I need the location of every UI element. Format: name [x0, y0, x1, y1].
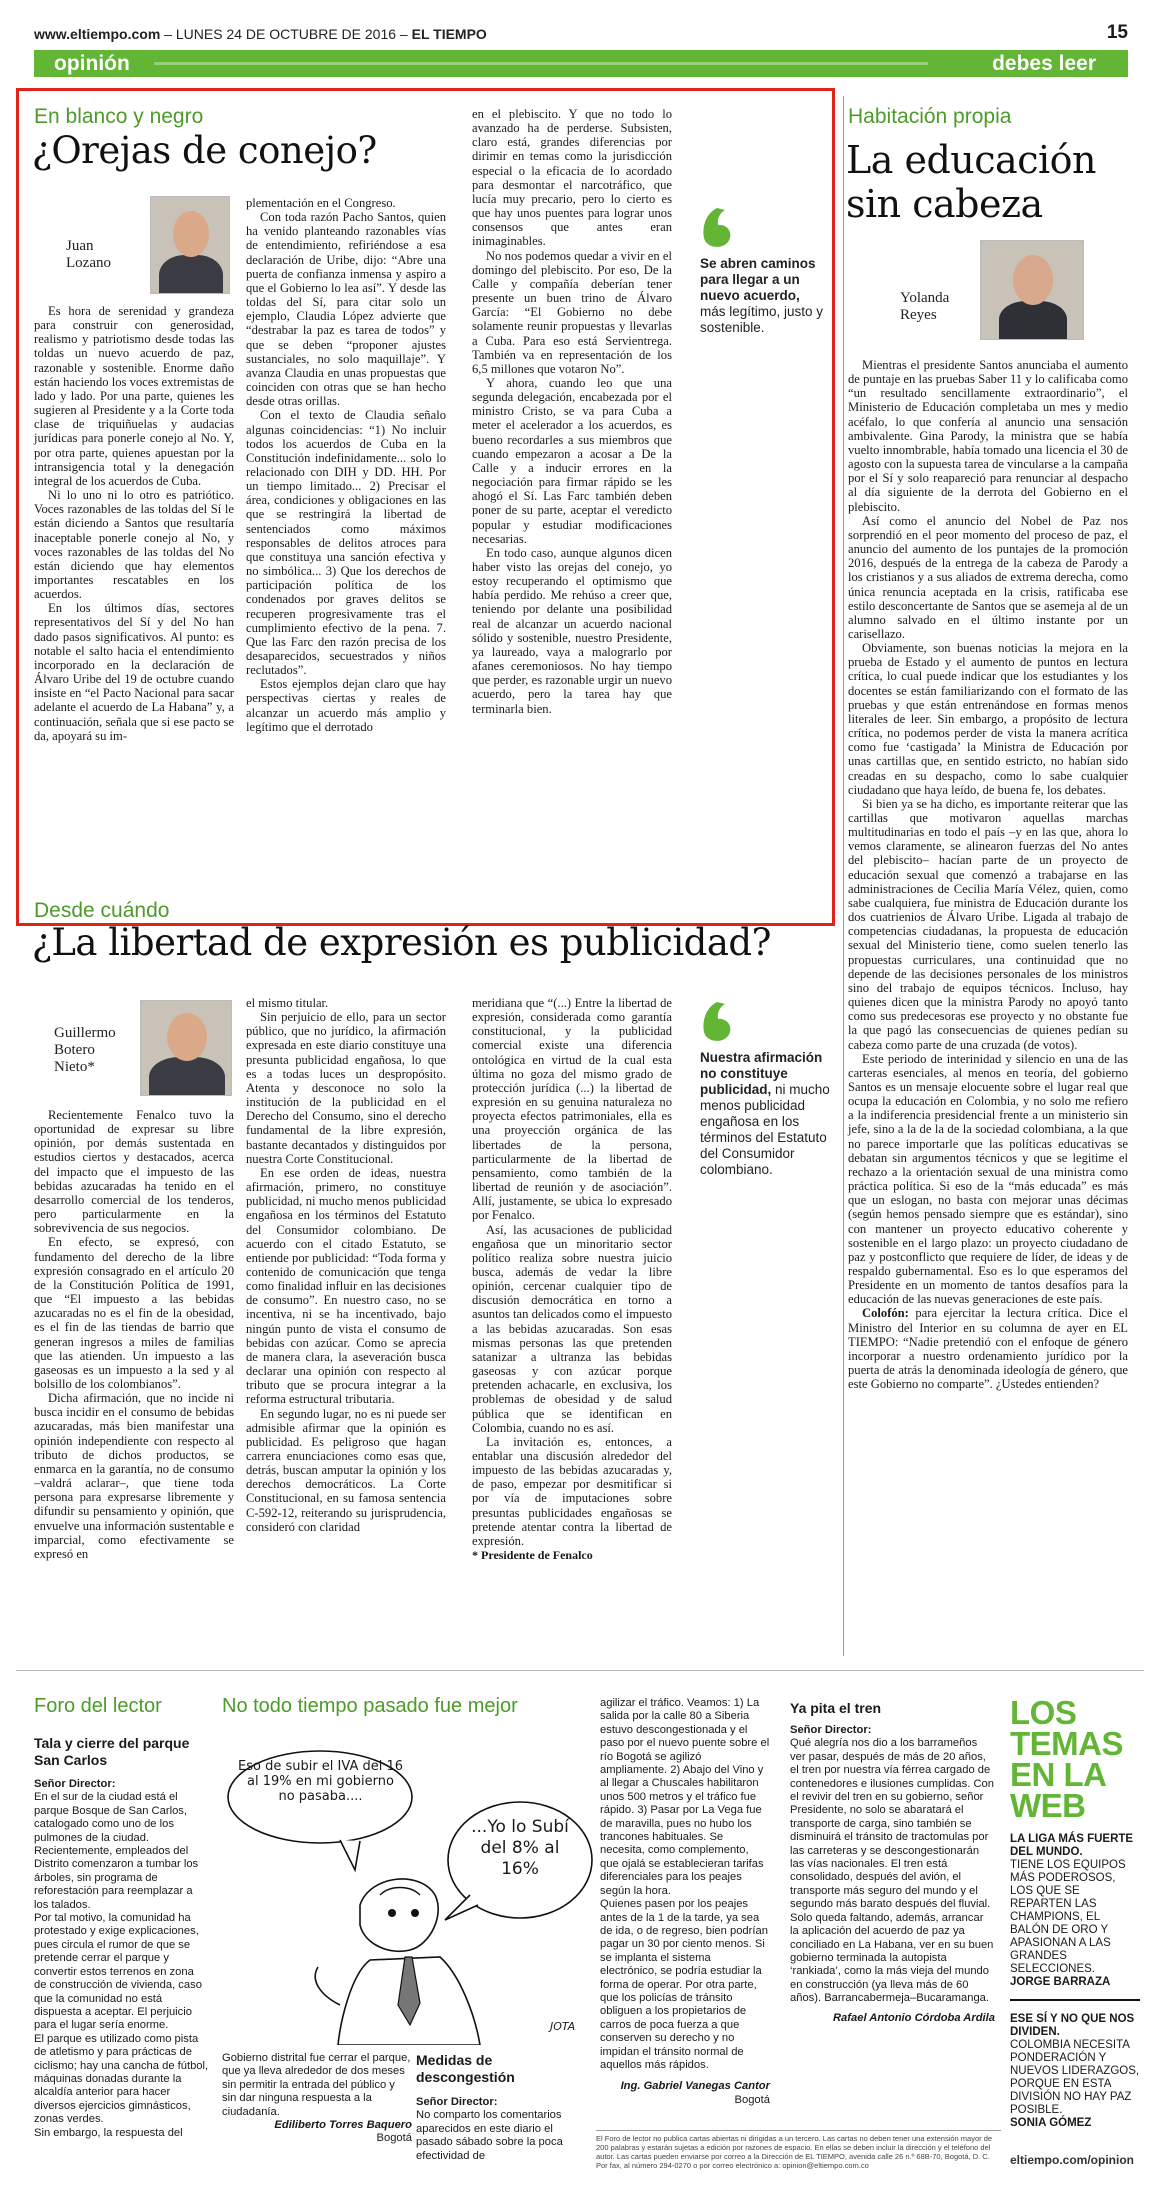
section-label-debes-leer: debes leer	[992, 52, 1096, 75]
paragraph	[848, 1306, 1128, 1391]
letter1-continuation	[222, 2052, 412, 2146]
cartoon-signature: JOTA	[550, 2020, 576, 2033]
article1-author-photo	[150, 196, 230, 294]
letter3-body	[790, 1724, 995, 2025]
paragraph: Con toda razón Pacho Santos, quien ha venido planteando razonables vías de entendimiento, refiriéndose a esa declaración de Uribe, dijo: “Abre una puerta de confianza inmensa y aspiro a que el Gobierno lo lea así”. Y desde las toldas del Sí, para citar solo un ejemplo, Claudia López advierte que “destrabar la paz es tarea de todos” y que se deben “proponer ajustes sustanciales, no solo maquillaje”. Y avanza Claudia en unas propuestas que coinciden con otras que se han hecho desde otras orillas.	[246, 210, 446, 409]
paragraph: el mismo titular.	[246, 996, 329, 1010]
header-paper: EL TIEMPO	[411, 26, 487, 42]
cartoon-bubble-left: Eso de subir el IVA del 16 al 19% en mi gobierno no pasaba....	[238, 1759, 404, 1804]
temas-divider	[1010, 1999, 1140, 2001]
temas-item-2[interactable]: ESE SÍ Y NO QUE NOS DIVIDEN. COLOMBIA NECESITA PONDERACIÓN Y NUEVOS LIDERAZGOS, PORQUE EN ESTA DIVISIÓN NO HAY PAZ POSIBLE. SONIA GÓMEZ	[1010, 2013, 1140, 2129]
letter2-signature: Ing. Gabriel Vanegas Cantor	[620, 2080, 770, 2093]
paragraph: meridiana que “(...) Entre la libertad de expresión, considerada como garantía constitucional, y la publicidad comercial existe una diferencia ontológica en virtud de la cual esta última no goza del mismo grado de protección jurídica (...) la libertad de expresión en su genuina naturaleza no proyecta efectos patrimoniales, ella es una proyección orgánica de las libertades de la persona, particularmente de la libertad de pensamiento, como también de la libertad de reunión y de asociación”. Allí, justamente, se ubica lo expresado por Fenalco.	[472, 996, 672, 1223]
pullquote-rest: más legítimo, justo y sostenible.	[700, 304, 824, 335]
header-date: – LUNES 24 DE OCTUBRE DE 2016 –	[160, 26, 412, 42]
header-dateline	[34, 26, 487, 42]
article3-col1	[34, 1108, 234, 1561]
letter3-title: Ya pita el tren	[790, 1700, 882, 1716]
temas-item-1[interactable]: LA LIGA MÁS FUERTE DEL MUNDO. TIENE LOS EQUIPOS MÁS PODEROSOS, LOS QUE SE REPARTEN LAS CHAMPIONS, EL BALÓN DE ORO Y APASIONAN A LAS GRANDES SELECCIONES. JORGE BARRAZA	[1010, 1833, 1140, 1989]
letter2-city: Bogotá	[734, 2093, 770, 2106]
paragraph: en el plebiscito. Y que no todo lo avanzado ha de perderse. Subsisten, claro está, grandes diferencias por dirimir en temas como la jurisdicción especial o la eficacia de lo acordado para desmontar el narcotráfico, que lucía muy precario, pero lo cierto es que hay unos puentes para lograr unos consensos que antes eran inimaginables.	[472, 107, 672, 249]
colofon-text: para ejercitar la lectura crítica. Dice el Ministro del Interior en su columna de ayer en EL TIEMPO: “Nadie pretendió con el enfoque de género incorporar a nuestro ordenamiento jurídico por la puerta de atrás la denominada ideología de género, que este Gobierno no comparte”. ¿Ustedes entienden?	[848, 1306, 1128, 1392]
paragraph: Ni lo uno ni lo otro es patriótico. Voces razonables de las toldas del Sí le están diciendo a Santos que resultaría inaceptable ponerle conejo al No, y voces razonables de las toldas del No están diciendo que hay elementos importantes rescatables en los acuerdos.	[34, 488, 234, 602]
paragraph: Este periodo de interinidad y silencio en una de las carteras esenciales, al menos en teoría, del gobierno Santos es un mensaje elocuente sobre el lugar real que ocupa la educación en Colombia, y no solo me refiero a la indiferencia presidencial frente a un ministerio sin jefe, sino a la de la de la sociedad colombiana, a la que no parece importarle que las políticas educativas se debatan sin argumentos técnicos y que se legitime el rechazo a la orientación sexual de una ministra como práctica política. Si eso de la “más educada” es más que un eslogan, no basta con mejorar unas décimas (según hemos pensado siempre que es estándar), sino con mantener un proyecto educativo coherente y sostenible en el largo plazo: un proyecto ciudadano de paz y postconflicto que requiere de líder, de ideas y de respaldo gubernamental. Eso es lo que esperamos del Presidente en un momento de tantos desafíos para la educación de las nuevas generaciones de este país.	[848, 1051, 1128, 1307]
article2-kicker: Habitación propia	[848, 105, 1012, 128]
article1-author-name: Juan Lozano	[66, 238, 111, 271]
temas-item-2-headline: ESE SÍ Y NO QUE NOS DIVIDEN.	[1010, 2013, 1135, 2038]
article1-col1	[34, 304, 234, 743]
article1-col2	[246, 196, 446, 734]
article2-author	[900, 240, 1090, 340]
paragraph: Sin embargo, la respuesta del	[34, 2126, 183, 2139]
paragraph: Por tal motivo, la comunidad ha protestado y exige explicaciones, pues circula el rumor de que se pretende cerrar el parque y convertir estos terrenos en zona de construcción de vivienda, caso que la comunidad no está dispuesta a aceptar. El perjuicio para el lugar sería enorme.	[34, 1912, 202, 2032]
paragraph: Recientemente Fenalco tuvo la oportunidad de expresar su libre opinión, por demás sustentada en estudios ciertos y destacados, acerca del impacto que el impuesto de las bebidas azucaradas ha tenido en el desarrollo comercial de los tenderos, pero particularmente en la sobrevivencia de sus negocios.	[34, 1108, 234, 1236]
article1-pullquote	[700, 206, 825, 336]
letter2-label: Señor Director:	[416, 2096, 498, 2108]
paragraph: agilizar el tráfico. Veamos: 1) La salida por la calle 80 a Siberia estuvo descongestionada y el paso por el nuevo puente sobre el río Bogotá se agilizó ampliamente. 2) Abajo del Vino y al llegar a Chuscales habilitaron unos 500 metros y el tráfico fue rápido. 3) Pasar por La Vega fue de maravilla, pues no hubo los trancones habituales. Se necesita, como complemento, que ojalá se establecieran tarifas diferenciales para los peajes según la hora.	[600, 1697, 770, 1897]
paragraph: Así, las acusaciones de publicidad engañosa que un minoritario sector político realiza sobre nuestra juicio busca, además de vedar la libre opinión, cercenar cualquier tipo de discusión democrática en torno a asuntos tan delicados como el impuesto a las bebidas azucaradas. Son esas mismas personas las que pretenden satanizar a ultranza las bebidas gaseosas y con azúcar porque pretenden achacarle, en exclusiva, los problemas de obesidad y de salud pública que se identifican en Colombia, cuando no es así.	[472, 1222, 672, 1435]
letter3-label: Señor Director:	[790, 1724, 872, 1736]
header-site[interactable]: www.eltiempo.com	[34, 26, 161, 42]
paragraph: plementación en el Congreso.	[246, 196, 396, 210]
section-divider	[16, 1670, 1144, 1671]
temas-item-1-author: JORGE BARRAZA	[1010, 1976, 1111, 1988]
paragraph: Sin perjuicio de ello, para un sector público, que no jurídico, la afirmación expresada en este diario constituye una presunta publicidad engañosa, lo que es a todas luces un despropósito. Atenta y desconoce no solo la institución de la publicidad en el Derecho del Consumo, sino el derecho fundamental de la libre expresión, bastante decantados y distinguidos por nuestra Corte Constitucional.	[246, 1010, 446, 1166]
paragraph: Qué alegría nos dio a los barrameños ver pasar, después de más de 20 años, el tren por nuestra vía férrea cargado de contenedores e ilusiones cumplidas. Con el revivir del tren en su gobierno, señor Presidente, no solo se abaratará el transporte de carga, sino también se disminuirá el tránsito de tractomulas por las carreteras y se descongestionarán las vías nacionales. El tren está consolidado, después del avión, el transporte más seguro del mundo y el segundo más barato después del fluvial. Solo queda faltando, además, arrancar la aplicación del acuerdo de paz ya conciliado en La Habana, ver en su buen gobierno terminada la autopista ‘rankiada’, como la más vieja del mundo en construcción (ya lleva más de 60 años). Barrancabermeja–Bucaramanga.	[790, 1737, 994, 2005]
pullquote-bold: Se abren caminos para llegar a un nuevo acuerdo,	[700, 256, 816, 303]
paragraph: No comparto los comentarios aparecidos en este diario el pasado sábado sobre la poca efectividad de	[416, 2109, 563, 2162]
letter1-signature: Ediliberto Torres Baquero	[274, 2119, 412, 2132]
article2-title: La educación sin cabeza	[846, 138, 1096, 226]
letter2-title: Medidas de descongestión	[416, 2052, 515, 2085]
paragraph: En efecto, se expresó, con fundamento del derecho de la libre expresión consagrado en el artículo 20 de la Constitución Política de 1991, que “El impuesto a las bebidas azucaradas no es el fin de la obesidad, es el fin de las tiendas de barrio que generan ingresos a miles de familias que las atienden. Un impuesto a las gaseosas es un impuesto a la sed y al bolsillo de los colombianos”.	[34, 1235, 234, 1391]
colofon-label: Colofón:	[862, 1306, 909, 1321]
letter1-city: Bogotá	[376, 2132, 412, 2145]
article2-author-name: Yolanda Reyes	[900, 290, 950, 323]
paragraph: Gobierno distrital fue cerrar el parque, que ya lleva alrededor de dos meses sin permitir la entrada del público y sin dar ninguna respuesta a la ciudadanía.	[222, 2052, 411, 2118]
paragraph: Así como el anuncio del Nobel de Paz nos sorprendió en el peor momento del proceso de paz, el anuncio del aumento de los puntajes de la promoción 2016, después de la entrega de la cabeza de Parody a los cristianos y a sus aliados de extrema derecha, como única renuncia aceptada en la crisis, ratificaba ese estilo desconcertante de Santos que se asemeja al de un alumno salvado en el último instante por un carisellazo.	[848, 513, 1128, 641]
paragraph: En el sur de la ciudad está el parque Bosque de San Carlos, catalogado como uno de los pulmones de la ciudad. Recientemente, empleados del Distrito comenzaron a tumbar los árboles, sin programa de reforestación para reemplazar a los talados.	[34, 1791, 199, 1911]
letter1-title: Tala y cierre del parque San Carlos	[34, 1735, 190, 1768]
article1-kicker: En blanco y negro	[34, 105, 204, 128]
paragraph: En ese orden de ideas, nuestra afirmación, primero, no constituye publicidad, ni mucho menos publicidad engañosa en los términos del Estatuto del Consumidor colombiano. De acuerdo con el citado Estatuto, se entiende por publicidad: “Toda forma y contenido de comunicación que tenga como finalidad influir en las decisiones de consumo”. En nuestro caso, no se incentiva, ni se ha incentivado, bajo ningún punto de vista el consumo de bebidas con azúcar. Como se aprecia de manera clara, la aseveración busca declarar una opinión con respecto al tributo que se procura integrar a la reforma estructural tributaria.	[246, 1165, 446, 1407]
foro-rules: El Foro de lector no publica cartas abiertas ni dirigidas a un tercero. Las cartas no deben tener una extensión mayor de 200 palabras y estarán sujetas a edición por razones de espacio. En ellas se deben incluir la dirección y el teléfono del autor. Las cartas pueden enviarse por correo a la Dirección de EL TIEMPO, avenida calle 26 n.º 68B-70, Bogotá, D. C. Por fax, al número 294-0270 o por correo electrónico a: opinion@eltiempo.com.co	[596, 2130, 1001, 2170]
cartoon-title: No todo tiempo pasado fue mejor	[222, 1695, 518, 1717]
paragraph: Quienes pasen por los peajes antes de la 1 de la tarde, ya sea de ida, o de regreso, bien podrían pagar un 30 por ciento menos. Si se implanta el sistema electrónico, se podría estudiar la forma de operar. Por otra parte, que los policías de tránsito obliguen a los propietarios de carros de poca fuerza a que conserven su derecho y no impidan el tránsito normal de aquellos más rápidos.	[600, 1898, 768, 2071]
page-number: 15	[1106, 22, 1128, 43]
quote-mark-icon	[700, 206, 734, 250]
article3-title: ¿La libertad de expresión es publicidad?	[32, 921, 771, 964]
article1-author	[66, 196, 232, 296]
pullquote-rest: ni mucho menos publicidad engañosa en los términos del Estatuto del Consumidor colombiano.	[700, 1082, 830, 1177]
cartoon-bubble-right: ...Yo lo Subí del 8% al 16%	[471, 1817, 569, 1879]
article3-author-name: Guillermo Botero Nieto*	[54, 1025, 116, 1075]
article3-col3	[472, 996, 672, 1562]
page-header	[34, 22, 1128, 48]
paragraph: Es hora de serenidad y grandeza para construir con generosidad, realismo y patriotismo desde todas las toldas un nuevo acuerdo de paz, razonable y sostenible. Enorme daño están haciendo los voces extremistas de lado y lado. Por una parte, quienes les sugieren al Presidente y a la Corte toda clase de triquiñuelas y audacias jurídicas para ponerle conejo al No. Y, por otra parte, quienes apuestan por la intransigencia total y la denegación integral de los acuerdos de Cuba.	[34, 304, 234, 488]
article2-body	[848, 358, 1128, 1391]
temas-item-1-headline: LA LIGA MÁS FUERTE DEL MUNDO.	[1010, 1833, 1134, 1858]
article3-author	[54, 1000, 234, 1100]
paragraph: Y ahora, cuando leo que una segunda delegación, encabezada por el ministro Cristo, se va para Cuba a meter el acelerador a los acuerdos, es bueno recordarles a sus miembros que cuando empezaron a acosar a De la Calle y a inducir errores en la negociación para firmar rápido se les ahogó el Sí. Las Farc también deben poner de su parte, aceptar el veredicto popular y estudiar modificaciones necesarias.	[472, 375, 672, 546]
section-bar	[34, 50, 1128, 77]
paragraph: El parque es utilizado como pista de atletismo y para prácticas de ciclismo; hay una cancha de fútbol, máquinas donadas durante la alcaldía anterior para hacer diversos ejercicios gimnásticos, zonas verdes.	[34, 2032, 209, 2126]
paragraph: Con el texto de Claudia señalo algunas coincidencias: “1) No incluir todos los acuerdos de Cuba en la Constitución indefinidamente... solo lo relacionado con DIH y DD. HH. Por un tiempo limitado... 2) Precisar el área, condiciones y obligaciones en las que se restringirá la libertad de sentenciados como máximos responsables de delitos atroces para que constituya una sanción efectiva y no simbólica... 3) Que los derechos de participación política de los condenados por graves delitos se recuperen progresivamente tras el cumplimiento efectivo de la pena. 7. Que las Farc den razón precisa de los desaparecidos, secuestrados y niños reclutados”.	[246, 408, 446, 678]
paragraph: Estos ejemplos dejan claro que hay perspectivas ciertas y reales de alcanzar un acuerdo más amplio y legítimo que el derrotado	[246, 677, 446, 734]
temas-item-2-author: SONIA GÓMEZ	[1010, 2117, 1092, 2129]
paragraph: Obviamente, son buenas noticias la mejora en la prueba de Estado y el aumento de puntos en lectura crítica, lo cual puede indicar que los estudiantes y los docentes se están familiarizando con el formato de las pruebas y que están entrenándose en formas menos literales de leer. Sin embargo, a propósito de lectura crítica, no podemos perder de vista la manera acrítica como fue ‘castigada’ la Ministra de Educación por unas cartillas que, en sentido estricto, no habían sido creadas en su despacho, como lo sabe cualquier ciudadano que haya leído, de buena fe, los debates.	[848, 641, 1128, 797]
temas-title: LOS TEMAS EN LA WEB	[1010, 1694, 1123, 1824]
paragraph: No nos podemos quedar a vivir en el domingo del plebiscito. Por eso, De la Calle y compañía deberían tener presente un buen trino de Álvaro García: “El Gobierno no debe solamente reunir propuestas y llevarlas a Cuba. Para eso está Servientrega. También va en representación de los 6,5 millones que votaron No”.	[472, 248, 672, 376]
article3-footnote: * Presidente de Fenalco	[472, 1548, 593, 1563]
article3-author-photo	[140, 1000, 232, 1096]
article1-col3	[472, 107, 672, 716]
letter3-signature: Rafael Antonio Córdoba Ardila	[832, 2011, 995, 2024]
letter2-body	[416, 2096, 586, 2163]
paragraph: Dicha afirmación, que no incide ni busca incidir en el consumo de bebidas azucaradas, más bien manifestar una opinión independiente con respecto al tributo de dichos productos, se enmarca en la garantía, no de consumo –valdrá aclarar–, que tiene toda persona para expresarse libremente y difundir su pensamiento y opinión, que envuelve una información sustentable e imparcial, como efectivamente se expresó en	[34, 1391, 234, 1561]
temas-web-box	[1010, 1694, 1140, 2167]
letter1-body	[34, 1778, 209, 2140]
section-label-opinion: opinión	[54, 52, 130, 75]
article2-author-photo	[980, 240, 1084, 340]
article1-title: ¿Orejas de conejo?	[32, 129, 377, 172]
quote-mark-icon	[700, 1000, 734, 1044]
pullquote-bold: Nuestra afirmación no constituye publicidad,	[700, 1050, 823, 1097]
paragraph: Mientras el presidente Santos anunciaba el aumento de puntaje en las pruebas Saber 11 y lo calificaba como “un resultado sencillamente extraordinario”, el Ministerio de Educación completaba un mes y medio acéfalo, lo que confería al anuncio una sensación ambivalente. Gina Parody, la ministra que se había vuelto innombrable, había tomado una licencia el 30 de agosto con la supuesta tarea de vincularse a la campaña por el Sí y solo reapareció para renunciar al despacho al día siguiente de la derrota del Gobierno en el plebiscito.	[848, 358, 1128, 514]
paragraph: En todo caso, aunque algunos dicen haber visto las orejas del conejo, yo estoy recuperando el optimismo que había perdido. Me rehúso a creer que, teniendo por delante una posibilidad real de alcanzar un acuerdo nacional sólido y sostenible, nuestro Presidente, ya laureado, vaya a malograrlo por afanes ceremoniosos. No hay tiempo que perder, es razonable urgir un nuevo acuerdo, pero la tarea hay que terminarla bien.	[472, 545, 672, 716]
article3-col2	[246, 996, 446, 1534]
column-divider	[843, 96, 844, 1656]
paragraph: En los últimos días, sectores representativos del Sí y del No han dado pasos significativos. Al punto: es notable el salto hacia el entendimiento incorporado en la declaración de Álvaro Uribe del 19 de octubre cuando insiste en “el Pacto Nacional para sacar adelante el acuerdo de La Habana” y, a continuación, señala que si ese pacto se da, apoyará su im-	[34, 601, 234, 743]
letter1-label: Señor Director:	[34, 1778, 116, 1790]
article3-kicker: Desde cuándo	[34, 899, 170, 922]
paragraph: La invitación es, entonces, a entablar una discusión alrededor del impuesto de las bebidas azucaradas y, de paso, empezar por desmitificar si por vía de imputaciones sobre presuntas publicidades engañosas se pretende atentar contra la libertad de expresión.	[472, 1434, 672, 1548]
foro-title: Foro del lector	[34, 1695, 162, 1717]
paragraph: Si bien ya se ha dicho, es importante reiterar que las cartillas que motivaron aquellas marchas multitudinarias en todo el país –y en las que, ahora lo vemos claramente, se alinearon fuerzas del No antes del plebiscito– hacían parte de un proyecto de educación sexual que comenzó a trabajarse en las administraciones de Cecilia María Vélez, quien, como sabe cualquiera, fue ministra de Educación durante los dos cuatrienios de Álvaro Uribe. Ligada al trabajo de competencias ciudadanas, la propuesta de educación sexual del Ministerio tiene, como suelen tenerlo las propuestas curriculares, una continuidad que no depende de las decisiones personales de los ministros sino del trabajo de equipos técnicos. Incluso, hay quienes dicen que la ministra Parody no apoyó tanto como sus predecesoras ese proyecto y no obstante fue la que pagó las consecuencias de quienes pedían su cabeza como parte de una cruzada (de votos).	[848, 796, 1128, 1052]
paragraph: En segundo lugar, no es ni puede ser admisible afirmar que la opinión es publicidad. Es peligroso que hagan carrera enunciaciones como esas que, detrás, buscan amputar la opinión y los derechos democráticos. La Corte Constitucional, en su famosa sentencia C-592-12, reiterando su jurisprudencia, consideró con claridad	[246, 1406, 446, 1534]
letter2-continuation	[600, 1697, 770, 2107]
temas-site-link[interactable]: eltiempo.com/opinion	[1010, 2153, 1135, 2167]
article3-pullquote	[700, 1000, 830, 1178]
